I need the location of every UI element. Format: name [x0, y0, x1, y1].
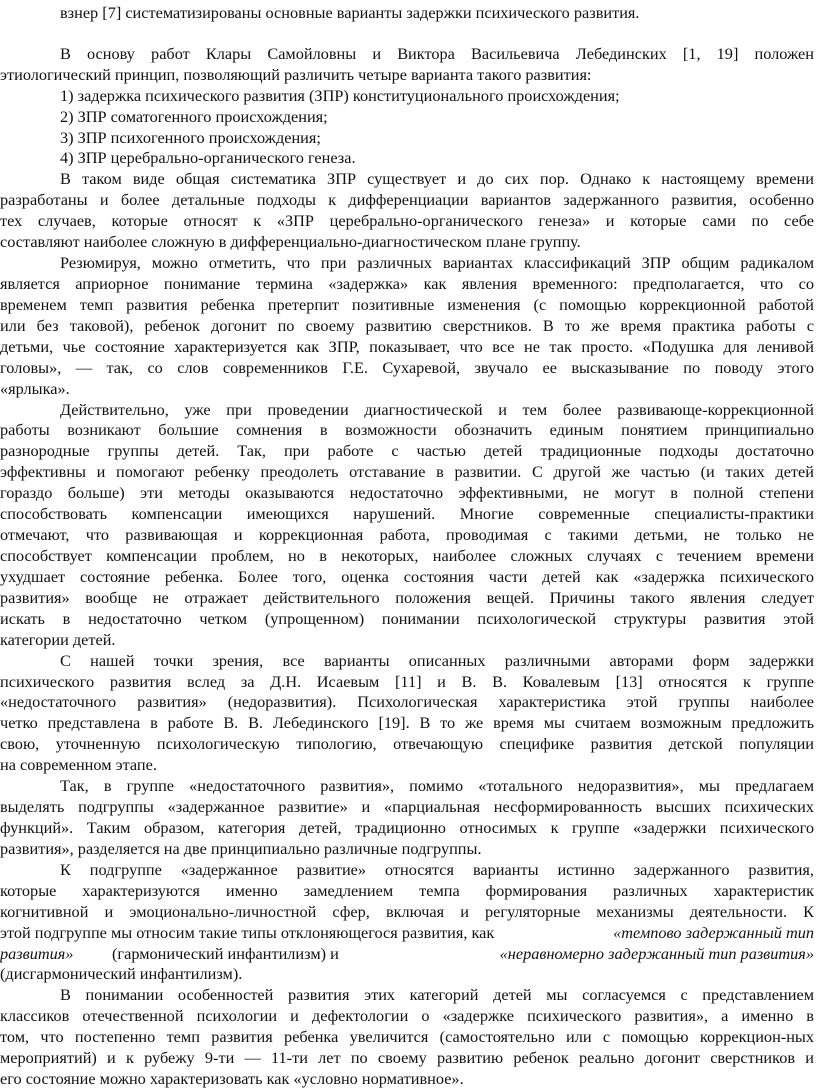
paragraph-line: составляют наиболее сложную в дифференциально-диагностическом плане группу. [0, 232, 581, 252]
paragraph-line: «недостаточного развития» (недоразвития). Психологическая характеристика этой группы наиболее [0, 692, 814, 712]
paragraph-line: на современном этапе. [0, 755, 157, 775]
paragraph-line: его состояние можно характеризовать как «условно нормативное». [0, 1069, 464, 1088]
paragraph-line: классиков отечественной психологии и дефектологии о «задержке психического развития», а именно в [0, 1006, 814, 1026]
paragraph-line: искать в недостаточно четком (упрощенном) понимании психологической структуры развития этой [0, 608, 814, 628]
paragraph-line: когнитивной и эмоционально-личностной сфер, включая и регуляторные механизмы деятельности. К [0, 901, 814, 921]
paragraph-line: категории детей. [0, 629, 116, 649]
paragraph-line: способствовать компенсации имеющихся нарушений. Многие современные специалисты-практики [0, 504, 814, 524]
paragraph-line: этой подгруппе мы относим такие типы отклоняющегося развития, как [0, 922, 495, 942]
paragraph-line: психического развития вслед за Д.Н. Исаевым [11] и В. В. Ковалевым [13] относятся к группе [0, 671, 814, 691]
paragraph-line: ухудшает состояние ребенка. Более того, оценка состояния части детей как «задержка психического [0, 566, 814, 586]
paragraph-line: В понимании особенностей развития этих категорий детей мы согласуемся с представлением [60, 985, 814, 1005]
italic-term-text: «неравномерно задержанный тип развития» [499, 943, 814, 963]
paragraph-line: мероприятий) и к рубежу 9-ти — 11-ти лет по своему развитию ребенок реально догонит сверстников и [0, 1048, 814, 1068]
paragraph-line: временем темп развития ребенка претерпит позитивные изменения (с помощью коррекционной работой [0, 294, 814, 314]
paragraph-line: В таком виде общая систематика ЗПР существует и до сих пор. Однако к настоящему времени [60, 169, 814, 189]
paragraph-line: (гармонический инфантилизм) и [112, 943, 339, 963]
italic-term [585, 922, 814, 944]
paragraph-line: том, что постепенно темп развития ребенка увеличится (самостоятельно или с помощью коррекцион-ных [0, 1027, 814, 1047]
paragraph-line: взнер [7] систематизированы основные варианты задержки психического развития. [60, 2, 640, 22]
paragraph-line: К подгруппе «задержанное развитие» относятся варианты истинно задержанного развития, [60, 859, 814, 879]
paragraph-line: тех случаев, которые относят к «ЗПР церебрально-органического генеза» и которые сами по себе [0, 211, 814, 231]
list-item: 1) задержка психического развития (ЗПР) конституционального происхождения; [60, 85, 620, 105]
paragraph-line: функций». Таким образом, категория детей, традиционно относимых к группе «задержки психического [0, 817, 814, 837]
paragraph-line: разнородные группы детей. Так, при работе с частью детей традиционные подходы достаточно [0, 441, 814, 461]
paragraph-line: четко представлена в работе В. В. Лебединского [19]. В то же время мы считаем возможным предложить [0, 713, 814, 733]
paragraph-line: разработаны и более детальные подходы к дифференциации вариантов задержанного развития, особенно [0, 190, 814, 210]
paragraph-line: Так, в группе «недостаточного развития», помимо «тотального недоразвития», мы предлагаем [60, 776, 814, 796]
paragraph-line: свою, уточненную психологическую типологию, отвечающую специфике развития детской популяции [0, 734, 814, 754]
paragraph-line: способствует компенсации проблем, но в некоторых, наиболее сложных случаях с течением времени [0, 545, 814, 565]
paragraph-line: головы», — так, со слов современников Г.Е. Сухаревой, звучало ее высказывание по поводу этого [0, 357, 814, 377]
paragraph-line: Резюмируя, можно отметить, что при различных вариантах классификаций ЗПР общим радикалом [60, 253, 814, 272]
paragraph-line: (дисгармонический инфантилизм). [0, 964, 243, 984]
italic-term-text: развития» [0, 943, 74, 963]
paragraph-line: детьми, чье состояние характеризуется как ЗПР, показывает, что все не так просто. «Подушка для ленивой [0, 336, 814, 356]
list-item: 4) ЗПР церебрально-органического генеза. [60, 148, 356, 168]
paragraph-line: «ярлыка». [0, 378, 70, 398]
list-item: 2) ЗПР соматогенного происхождения; [60, 106, 328, 126]
paragraph-line: В основу работ Клары Самойловны и Виктора Васильевича Лебединских [1, 19] положен [60, 43, 814, 63]
paragraph-line: развития», разделяется на две принципиально различные подгруппы. [0, 838, 482, 858]
paragraph-line: гораздо больше) эти методы оказываются недостаточно эффективными, не могут в полной степени [0, 483, 814, 503]
paragraph-line: эффективны и помогают ребенку преодолеть отставание в развитии. С другой же частью (и таких детей [0, 462, 814, 482]
paragraph-line: Действительно, уже при проведении диагностической и тем более развивающе-коррекционной [60, 399, 814, 419]
list-item: 3) ЗПР психогенного происхождения; [60, 127, 321, 147]
paragraph-line: этиологический принцип, позволяющий различить четыре варианта такого развития: [0, 64, 592, 84]
italic-term-text: «темпово задержанный тип [613, 922, 814, 942]
italic-term [410, 943, 814, 965]
paragraph-line: отмечают, что развивающая и коррекционная работа, проводимая с такими детьми, не только не [0, 525, 814, 544]
paragraph-line: или без таковой), ребенок догонит по своему развитию сверстников. В то же время практика работы с [0, 315, 814, 335]
paragraph-line: которые характеризуются именно замедлением темпа формирования различных характеристик [0, 880, 814, 900]
paragraph-line: является априорное понимание термина «задержка» как явления временного: предполагается, что со [0, 273, 814, 293]
paragraph-line: выделять подгруппы «задержанное развитие» и «парциальная несформированность высших психических [0, 797, 814, 816]
paragraph-line: развития» вообще не отражает действительного положения вещей. Причины такого явления следует [0, 587, 814, 607]
italic-term [0, 943, 100, 965]
paragraph-line: работы возникают большие сомнения в возможности обозначить единым понятием принципиально [0, 420, 814, 440]
paragraph-line: С нашей точки зрения, все варианты описанных различными авторами форм задержки [60, 650, 814, 670]
